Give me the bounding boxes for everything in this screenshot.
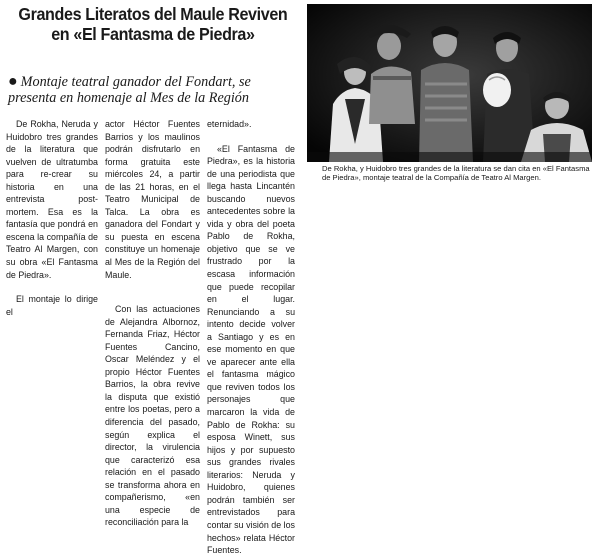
paragraph: El montaje lo dirige el (6, 294, 98, 317)
subheadline (8, 74, 300, 106)
article-photo (307, 4, 592, 162)
article-column-1 (6, 118, 98, 318)
article-column-2 (105, 118, 200, 529)
photo-caption: De Rokha, y Huidobro tres grandes de la literatura se dan cita en «El Fantasma de Piedra», montaje teatral de la Compañía de Teatro Al Margen. (322, 164, 590, 182)
article-column-3 (207, 118, 295, 557)
theatre-photo-image (307, 4, 592, 162)
subheadline-text: Montaje teatral ganador del Fondart, se presenta en homenaje al Mes de la Región (8, 74, 251, 106)
headline-line-2: en «El Fantasma de Piedra» (51, 24, 255, 44)
paragraph: eternidad». (207, 119, 252, 129)
bullet-icon: ● (8, 73, 18, 90)
paragraph: «El Fantasma de Piedra», es la historia de una periodista que llega hasta Lincantén buscando nuevos antecedentes sobre la vida y obra del poeta Pablo de Rokha, objetivo que se ve frustrado por la escasa información que puede recopilar en el lugar. Renunciando a su intento decide volver a Santiago y es en ese momento en que ve aparecer ante ella el fantasma mágico que reviven todos los personajes que marcaron la vida de Pablo de Rokha: su esposa Winett, sus hijos y por supuesto sus grandes rivales literarios: Neruda y Huidobro, quienes podrán también ser entrevistados para contar su visión de los hechos» relata Héctor Fuentes. (207, 143, 295, 556)
paragraph: actor Héctor Fuentes Barrios y los maulinos podrán disfrutarlo en forma gratuita este miércoles 24, a partir de las 21 horas, en el Teatro Municipal de Talca. La obra es ganadora del Fondart y su puesta en escena constituye un homenaje al Mes de la Región del Maule. (105, 119, 200, 280)
headline-line-1: Grandes Literatos del Maule Reviven (18, 4, 288, 24)
paragraph: De Rokha, Neruda y Huidobro tres grandes de la literatura que vuelven de ultratumba para re-crear su historia en una entrevista post-mortem. Esa es la fantasía que pondrá en escena la compañía de Teatro Al Margen, con su obra «El Fantasma de Piedra». (6, 119, 98, 280)
headline (8, 4, 298, 44)
paragraph: Con las actuaciones de Alejandra Albornoz, Fernanda Friaz, Héctor Fuentes Cancino, Oscar Meléndez y el propio Héctor Fuentes Barrios, la obra revive la disputa que existió entre los poetas, pero a diferencia del pasado, según explica el director, la virulencia que caracterizó esa relación en el pasado se transforma ahora en compañerismo, «en una especie de reconciliación para la (105, 304, 200, 528)
